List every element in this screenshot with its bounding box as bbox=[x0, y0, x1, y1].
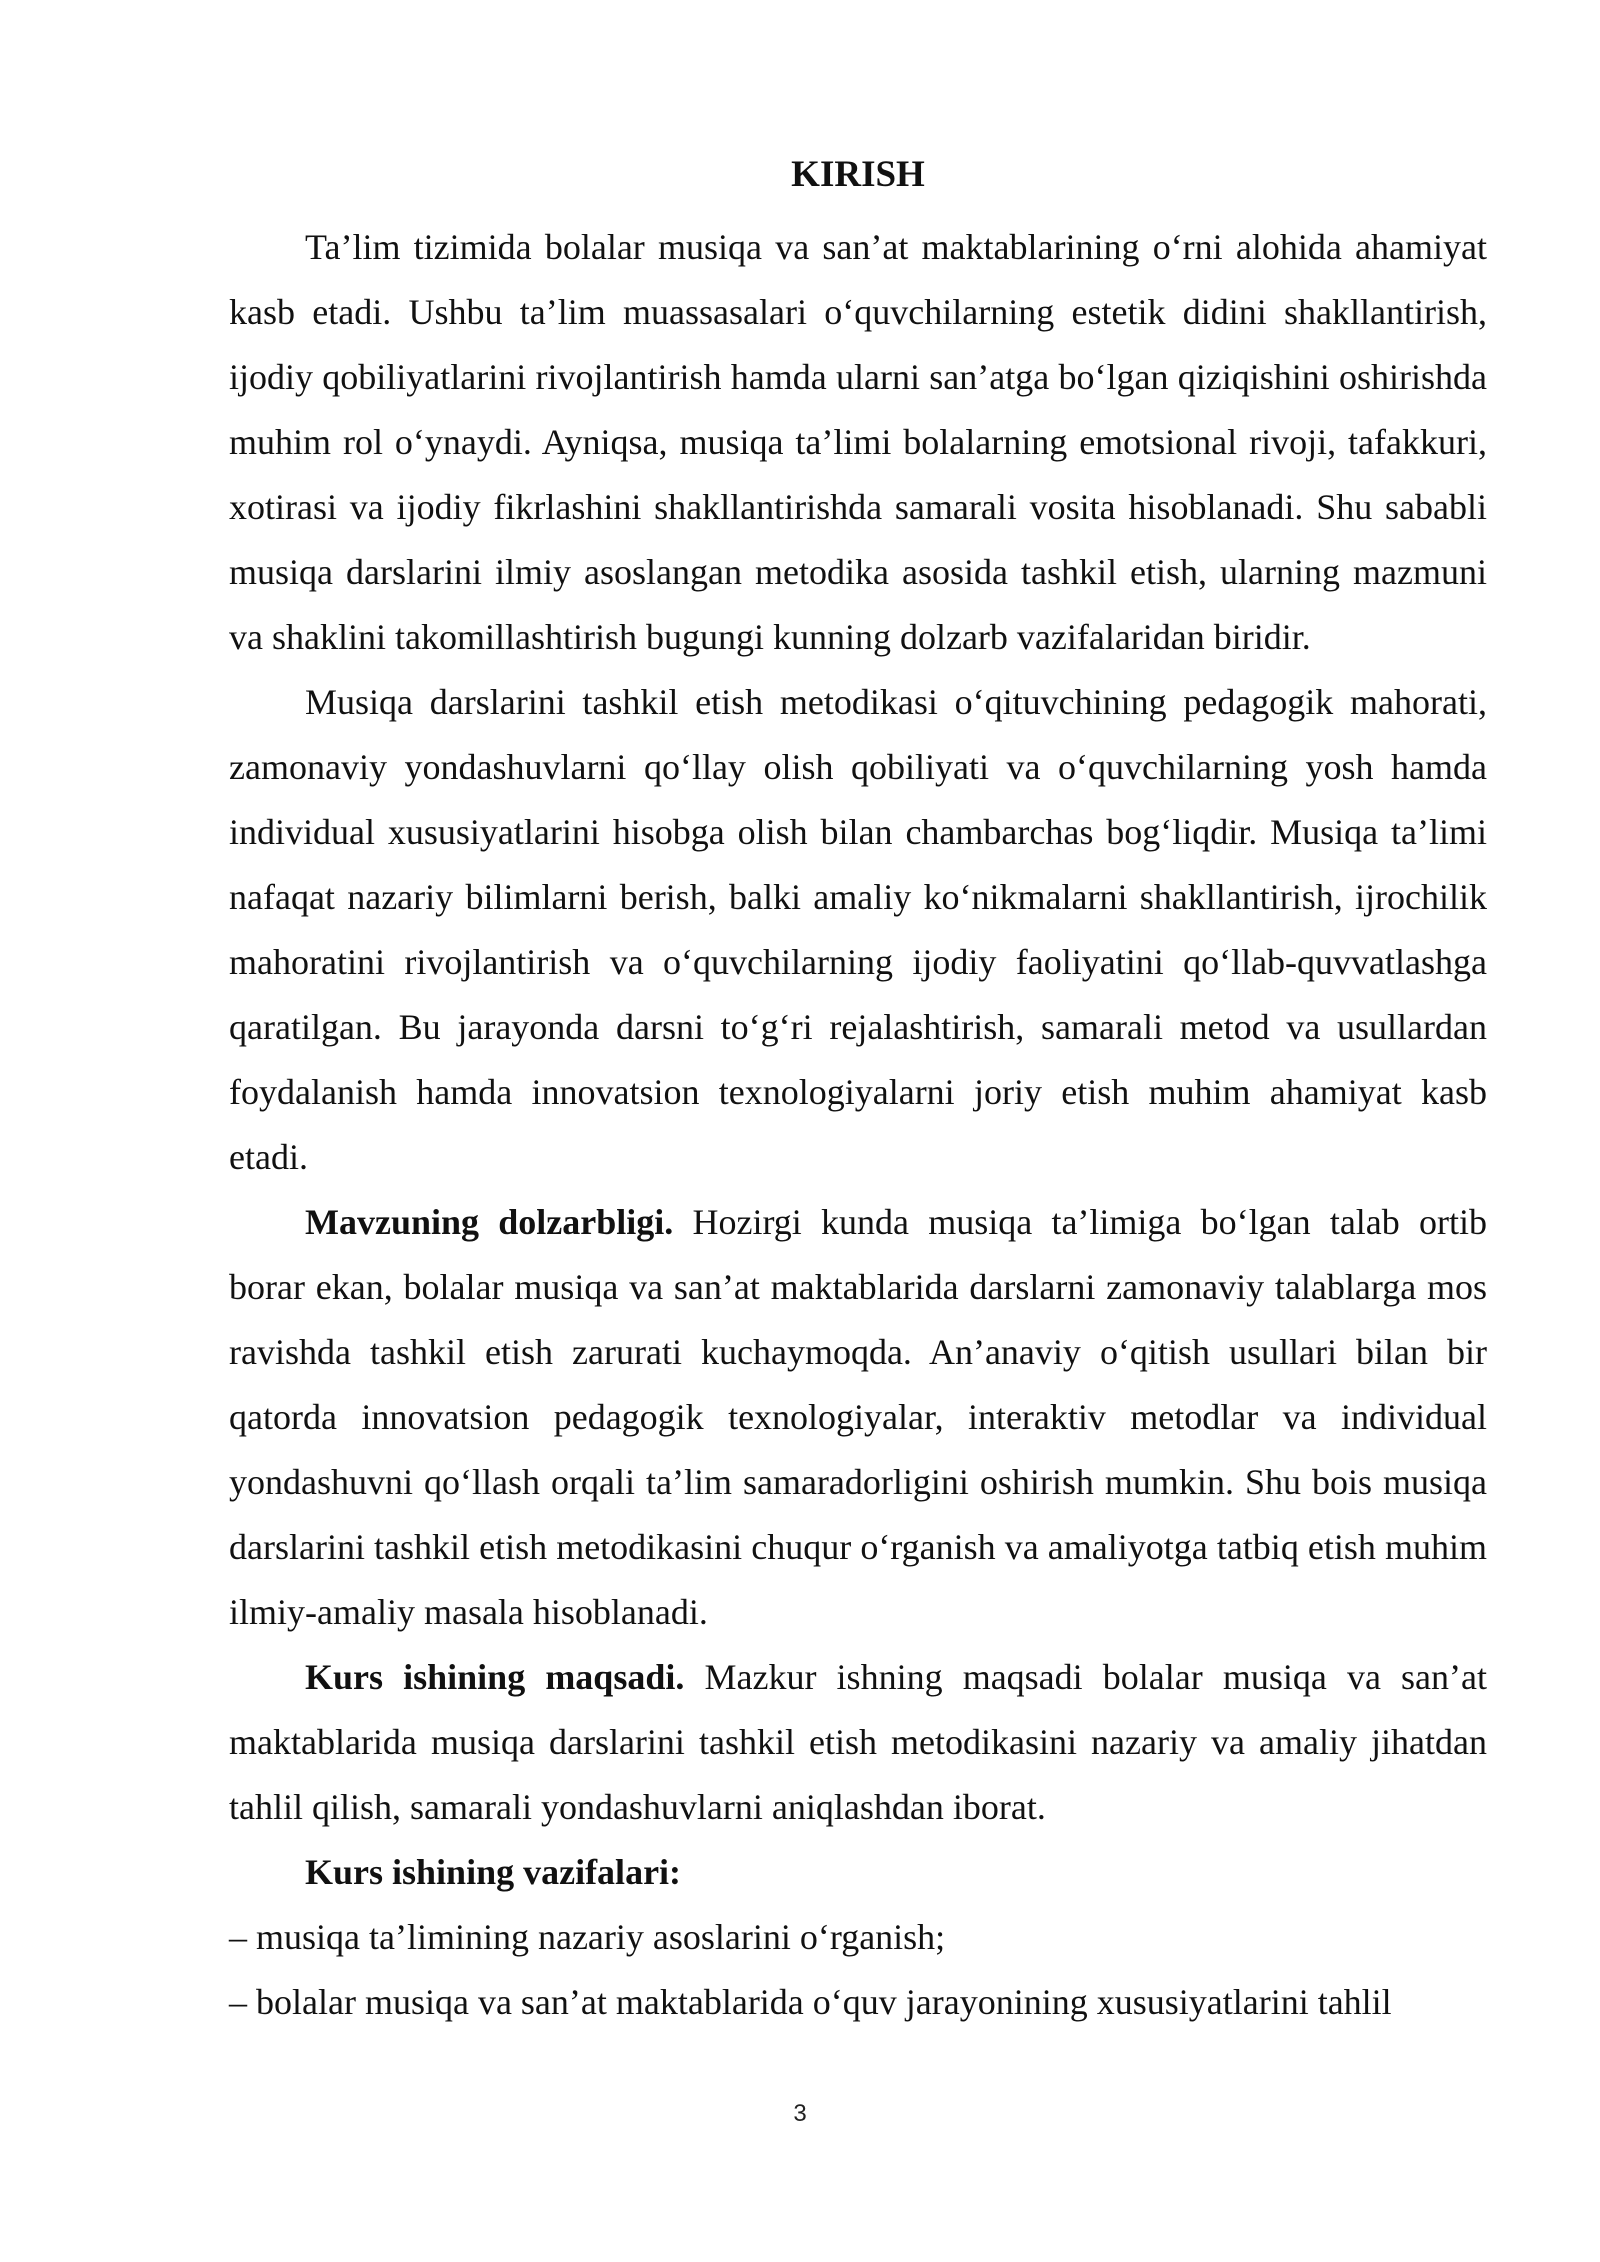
section-heading: KIRISH bbox=[791, 154, 925, 195]
tasks-heading: Kurs ishining vazifalari: bbox=[305, 1852, 682, 1892]
goal-paragraph bbox=[229, 1645, 1487, 1840]
page-content bbox=[229, 145, 1487, 2035]
list-item: – bolalar musiqa va san’at maktablarida o‘quv jarayonining xususiyatlarini tahlil bbox=[229, 1982, 1392, 2022]
relevance-text: Hozirgi kunda musiqa ta’limiga bo‘lgan talab ortib borar ekan, bolalar musiqa va san’at maktablarida darslarni zamonaviy talablarga mos ravishda tashkil etish zarurati kuchaymoqda. An’anaviy o‘qitish usullari bilan bir qatorda innovatsion pedagogik texnologiyalar, interaktiv metodlar va individual yondashuvni qo‘llash orqali ta’lim samaradorligini oshirish mumkin. Shu bois musiqa darslarini tashkil etish metodikasini chuqur o‘rganish va amaliyotga tatbiq etish muhim ilmiy-amaliy masala hisoblanadi. bbox=[229, 1202, 1488, 1632]
page-number: 3 bbox=[793, 2100, 807, 2127]
goal-text: Mazkur ishning maqsadi bolalar musiqa va san’at maktablarida musiqa darslarini tashkil etish metodikasini nazariy va amaliy jihatdan tahlil qilish, samarali yondashuvlarni aniqlashdan iborat. bbox=[229, 1657, 1487, 1827]
goal-label: Kurs ishining maqsadi. bbox=[305, 1657, 685, 1697]
intro-paragraph-1: Ta’lim tizimida bolalar musiqa va san’at maktablarining o‘rni alohida ahamiyat kasb etadi. Ushbu ta’lim muassasalari o‘quvchilarning estetik didini shakllantirish, ijodiy qobiliyatlarini rivojlantirish hamda ularni san’atga bo‘lgan qiziqishini oshirishda muhim rol o‘ynaydi. Ayniqsa, musiqa ta’limi bolalarning emotsional rivoji, tafakkuri, xotirasi va ijodiy fikrlashini shakllantirishda samarali vosita hisoblanadi. Shu sababli musiqa darslarini ilmiy asoslangan metodika asosida tashkil etish, ularning mazmuni va shaklini takomillashtirish bugungi kunning dolzarb vazifalaridan biridir. bbox=[229, 227, 1487, 657]
tasks-list bbox=[229, 1905, 1487, 2035]
intro-paragraph-2: Musiqa darslarini tashkil etish metodikasi o‘qituvchining pedagogik mahorati, zamonaviy yondashuvlarni qo‘llay olish qobiliyati va o‘quvchilarning yosh hamda individual xususiyatlarini hisobga olish bilan chambarchas bog‘liqdir. Musiqa ta’limi nafaqat nazariy bilimlarni berish, balki amaliy ko‘nikmalarni shakllantirish, ijrochilik mahoratini rivojlantirish va o‘quvchilarning ijodiy faoliyatini qo‘llab-quvvatlashga qaratilgan. Bu jarayonda darsni to‘g‘ri rejalashtirish, samarali metod va usullardan foydalanish hamda innovatsion texnologiyalarni joriy etish muhim ahamiyat kasb etadi. bbox=[229, 682, 1487, 1177]
list-item: – musiqa ta’limining nazariy asoslarini o‘rganish; bbox=[229, 1917, 946, 1957]
relevance-paragraph bbox=[229, 1190, 1487, 1645]
relevance-label: Mavzuning dolzarbligi. bbox=[305, 1202, 674, 1242]
